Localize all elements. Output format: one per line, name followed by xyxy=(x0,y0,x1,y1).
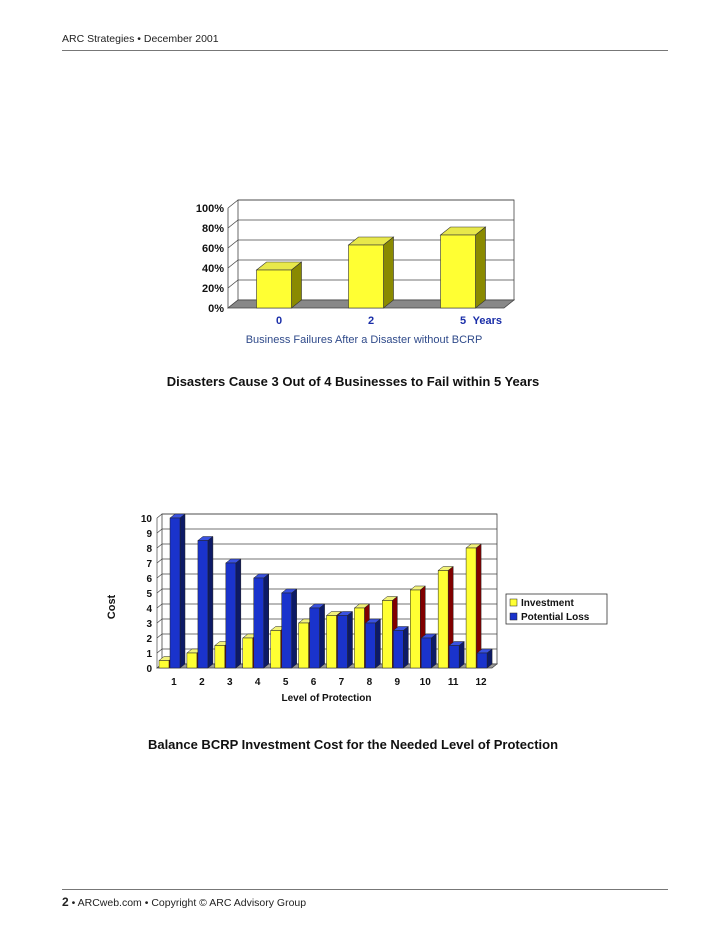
chart1-y-tick-label: 20% xyxy=(201,283,224,295)
chart2-investment-bar xyxy=(410,590,420,668)
chart2-y-tick-label: 6 xyxy=(146,574,152,585)
chart1-y-tick-label: 60% xyxy=(201,243,224,255)
chart2-x-tick-label: 9 xyxy=(394,677,401,688)
header-rule xyxy=(62,50,668,51)
chart2-y-tick-label: 5 xyxy=(146,589,152,600)
chart2-x-tick-label: 1 xyxy=(171,677,177,688)
chart1-bar xyxy=(257,270,292,308)
chart2-bar-side xyxy=(180,514,185,668)
chart2-x-tick-label: 6 xyxy=(310,677,317,688)
footer-text: • ARCweb.com • Copyright © ARC Advisory Group xyxy=(68,897,307,909)
chart2-y-tick-label: 0 xyxy=(146,664,152,675)
chart2-y-tick-label: 10 xyxy=(140,514,152,525)
chart2-bar-side xyxy=(292,589,297,668)
chart2-x-tick-label: 8 xyxy=(366,677,373,688)
chart1-grid-side xyxy=(228,280,238,288)
chart2-y-tick-label: 1 xyxy=(146,649,152,660)
chart2-legend-label: Potential Loss xyxy=(521,612,590,623)
chart2-y-tick-label: 3 xyxy=(146,619,152,630)
chart2-potential-loss-bar xyxy=(310,608,320,668)
chart2-x-tick-label: 11 xyxy=(447,677,459,688)
chart1-title: Disasters Cause 3 Out of 4 Businesses to Fail within 5 Years xyxy=(166,374,540,389)
chart2-potential-loss-bar xyxy=(198,541,208,669)
chart2-bar-side xyxy=(459,642,464,669)
chart2-investment-bar xyxy=(327,616,337,669)
chart2-investment-bar xyxy=(159,661,169,669)
chart1-y-tick-label: 40% xyxy=(201,263,224,275)
chart2-x-tick-label: 3 xyxy=(227,677,233,688)
chart2-potential-loss-bar xyxy=(282,593,292,668)
page-header: ARC Strategies • December 2001 xyxy=(62,33,219,45)
chart2-y-tick-label: 9 xyxy=(146,529,152,540)
chart1-caption: Business Failures After a Disaster without BCRP xyxy=(245,334,483,346)
chart2-grid-side xyxy=(157,604,162,608)
chart2-legend-swatch xyxy=(510,599,517,606)
chart2-investment-bar xyxy=(243,638,253,668)
chart2-grid-side xyxy=(157,589,162,593)
chart1-x-tick-label: 2 xyxy=(367,315,375,327)
chart2-x-tick-label: 4 xyxy=(254,677,261,688)
chart1-grid-side xyxy=(228,220,238,228)
chart2-grid-side xyxy=(157,514,162,518)
chart1-grid-side xyxy=(228,200,238,208)
chart2-investment-bar xyxy=(271,631,281,669)
footer-rule xyxy=(62,889,668,890)
chart2-grid-side xyxy=(157,574,162,578)
chart2-investment-bar xyxy=(354,608,364,668)
chart2-bar-side xyxy=(476,544,481,668)
chart2-potential-loss-bar xyxy=(365,623,375,668)
chart2-x-tick-label: 5 xyxy=(282,677,289,688)
chart2-x-axis-label: Level of Protection xyxy=(281,693,372,704)
chart2-bar-side xyxy=(403,627,408,669)
chart1-x-tick-label: 5 xyxy=(459,315,467,327)
chart2-investment-bar xyxy=(299,623,309,668)
chart2-bar-side xyxy=(431,634,436,668)
chart2-x-tick-label: 2 xyxy=(199,677,205,688)
chart2-legend-swatch xyxy=(510,613,517,620)
protection-cost-chart xyxy=(0,505,728,705)
chart2-potential-loss-bar xyxy=(254,578,264,668)
chart2-bar-side xyxy=(208,537,213,669)
chart1-y-tick-label: 100% xyxy=(195,203,224,215)
chart2-bar-side xyxy=(348,612,353,669)
chart2-potential-loss-bar xyxy=(477,653,487,668)
chart2-investment-bar xyxy=(215,646,225,669)
chart2-grid-side xyxy=(157,559,162,563)
chart2-bar-side xyxy=(236,559,241,668)
chart2-y-axis-label: Cost xyxy=(106,594,118,620)
chart1-bar xyxy=(441,235,476,308)
chart2-bar-side xyxy=(264,574,269,668)
chart1-grid-side xyxy=(228,260,238,268)
chart2-potential-loss-bar xyxy=(421,638,431,668)
chart2-grid-side xyxy=(157,649,162,653)
business-failures-chart xyxy=(0,195,728,330)
chart2-grid-side xyxy=(157,544,162,548)
chart2-potential-loss-bar xyxy=(170,518,180,668)
chart1-x-unit-label: Years xyxy=(472,315,502,327)
chart1-bar-side xyxy=(384,237,394,308)
chart2-x-tick-label: 12 xyxy=(475,677,487,688)
chart1-grid-side xyxy=(228,240,238,248)
chart2-investment-bar xyxy=(438,571,448,669)
chart2-bar-side xyxy=(320,604,325,668)
chart2-investment-bar xyxy=(466,548,476,668)
chart1-bar xyxy=(349,245,384,308)
chart2-title: Balance BCRP Investment Cost for the Needed Level of Protection xyxy=(147,737,559,752)
chart2-potential-loss-bar xyxy=(449,646,459,669)
chart1-bar-side xyxy=(292,262,302,308)
chart1-bar-side xyxy=(476,227,486,308)
chart2-grid-side xyxy=(157,529,162,533)
chart2-legend-label: Investment xyxy=(521,598,574,609)
chart1-y-tick-label: 80% xyxy=(201,223,224,235)
chart2-x-tick-label: 7 xyxy=(338,677,345,688)
chart2-potential-loss-bar xyxy=(393,631,403,669)
chart2-investment-bar xyxy=(382,601,392,669)
page-number: 2 xyxy=(62,895,69,909)
page-footer xyxy=(62,895,306,909)
chart2-potential-loss-bar xyxy=(226,563,236,668)
chart2-x-tick-label: 10 xyxy=(419,677,431,688)
chart2-y-tick-label: 8 xyxy=(146,544,152,555)
chart2-grid-side xyxy=(157,619,162,623)
chart2-bar-side xyxy=(375,619,380,668)
chart2-y-tick-label: 2 xyxy=(146,634,152,645)
chart2-potential-loss-bar xyxy=(338,616,348,669)
chart1-x-tick-label: 0 xyxy=(275,315,283,327)
chart2-y-tick-label: 7 xyxy=(146,559,152,570)
chart2-investment-bar xyxy=(187,653,197,668)
chart2-y-tick-label: 4 xyxy=(146,604,152,615)
chart1-y-tick-label: 0% xyxy=(208,303,224,315)
chart2-grid-side xyxy=(157,634,162,638)
